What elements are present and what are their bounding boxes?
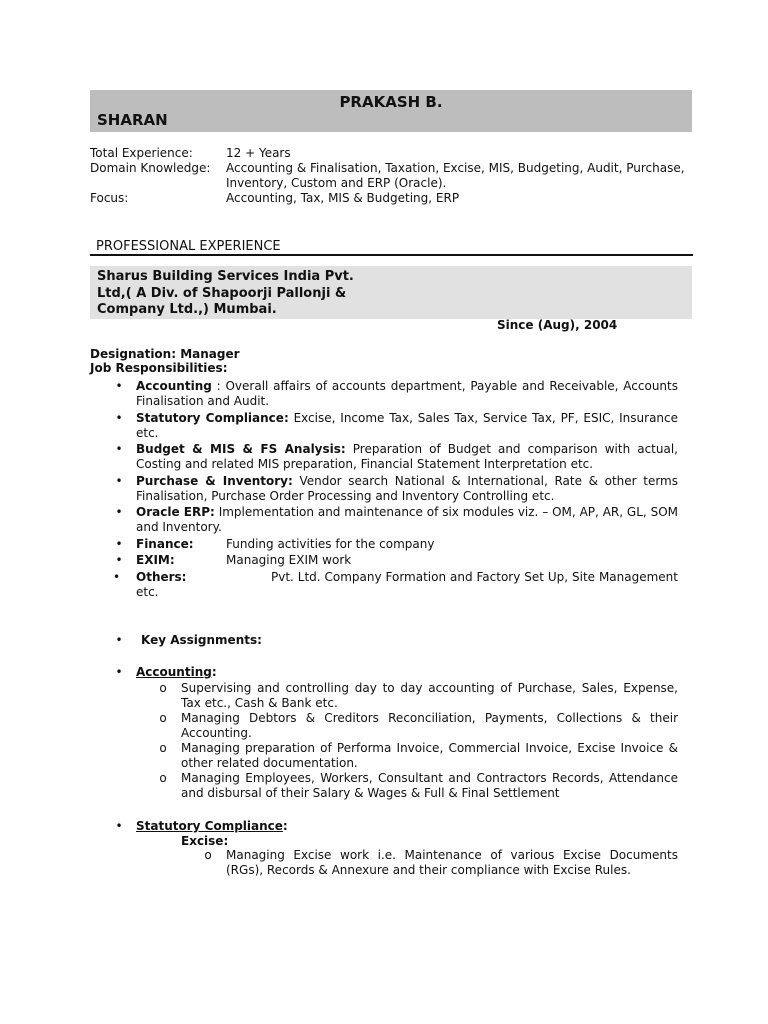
circle-bullet-icon: o (159, 741, 167, 755)
responsibilities-list (113, 379, 678, 601)
key-assignments-label: Key Assignments: (141, 633, 262, 647)
profile-summary (90, 146, 690, 206)
job-responsibilities-label: Job Responsibilities: (90, 361, 228, 375)
list-item (113, 553, 678, 568)
item-text: Implementation and maintenance of six modules viz. – OM, AP, AR, GL, SOM and Inventory. (136, 505, 678, 534)
bullet-icon: • (115, 473, 123, 488)
circle-bullet-icon: o (159, 711, 167, 725)
item-text: Supervising and controlling day to day accounting of Purchase, Sales, Expense, Tax etc., Cash & Bank etc. (181, 681, 678, 710)
section-divider (90, 254, 693, 256)
item-text: Vendor search National & International, Rate & other terms Finalisation, Purchase Order Processing and Inventory Controlling etc. (136, 473, 678, 503)
bullet-icon: • (115, 379, 123, 393)
list-item (158, 771, 678, 801)
bullet-icon: • (115, 819, 123, 833)
item-title: EXIM: (136, 553, 175, 567)
summary-value: Accounting, Tax, MIS & Budgeting, ERP (226, 191, 460, 205)
list-item (158, 681, 678, 711)
item-text: Managing EXIM work (226, 553, 352, 567)
bullet-icon: • (115, 553, 123, 567)
excise-list (203, 848, 678, 878)
accounting-heading: Accounting: (136, 665, 217, 679)
list-item (203, 848, 678, 878)
item-title: Budget & MIS & FS Analysis: (136, 442, 346, 456)
summary-value: 12 + Years (226, 146, 291, 160)
item-text: Funding activities for the company (226, 536, 435, 551)
circle-bullet-icon: o (204, 848, 212, 862)
bullet-icon: • (115, 665, 123, 679)
list-item (113, 379, 678, 409)
item-text: Preparation of Budget and comparison with actual, Costing and related MIS preparation, Financial Statement Interpretation etc. (136, 442, 678, 471)
circle-bullet-icon: o (159, 771, 167, 785)
item-text: Pvt. Ltd. Company Formation and Factory Set Up, Site Management etc. (136, 569, 678, 599)
list-item (113, 537, 678, 552)
list-item (113, 570, 678, 600)
item-text: : Overall affairs of accounts department, Payable and Receivable, Accounts Finalisation and Audit. (136, 379, 678, 408)
employment-since: Since (Aug), 2004 (497, 318, 618, 332)
summary-row (90, 161, 690, 191)
list-item (113, 411, 678, 441)
item-title: Oracle ERP: (136, 505, 215, 519)
item-title: Accounting (136, 379, 212, 393)
section-title: PROFESSIONAL EXPERIENCE (96, 239, 281, 254)
item-title: Finance: (136, 536, 194, 551)
item-title: Purchase & Inventory: (136, 473, 293, 488)
summary-label: Domain Knowledge: (90, 161, 211, 175)
bullet-icon: • (115, 536, 123, 551)
candidate-name-line1: PRAKASH B. (339, 93, 443, 111)
item-title: Others: (136, 569, 187, 584)
bullet-icon: • (115, 442, 123, 456)
candidate-name-line2: SHARAN (97, 111, 168, 129)
summary-label: Total Experience: (90, 146, 193, 160)
list-item (113, 505, 678, 535)
circle-bullet-icon: o (159, 681, 167, 695)
bullet-icon: • (115, 410, 123, 425)
item-text: Managing Employees, Workers, Consultant and Contractors Records, Attendance and disbursal of their Salary & Wages & Full & Final Settlement (181, 771, 678, 800)
excise-heading: Excise: (181, 834, 229, 848)
list-item (158, 711, 678, 741)
accounting-list (158, 681, 678, 801)
name-banner (90, 90, 692, 132)
item-text: Managing Debtors & Creditors Reconciliation, Payments, Collections & their Accounting. (181, 711, 678, 740)
item-text: Managing preparation of Performa Invoice, Commercial Invoice, Excise Invoice & other related documentation. (181, 741, 678, 770)
list-item (113, 474, 678, 504)
summary-row (90, 146, 690, 161)
item-title: Statutory Compliance: (136, 410, 289, 425)
bullet-icon: • (115, 505, 123, 519)
bullet-icon: • (113, 569, 121, 584)
item-text: Managing Excise work i.e. Maintenance of various Excise Documents (RGs), Records & Annexure and their compliance with Excise Rules. (226, 848, 678, 877)
item-text: Excise, Income Tax, Sales Tax, Service Tax, PF, ESIC, Insurance etc. (136, 410, 679, 440)
statutory-heading: Statutory Compliance: (136, 819, 288, 833)
designation: Designation: Manager (90, 347, 240, 361)
summary-value: Accounting & Finalisation, Taxation, Excise, MIS, Budgeting, Audit, Purchase, Inventory, Custom and ERP (Oracle). (226, 161, 685, 190)
summary-label: Focus: (90, 191, 129, 205)
list-item (158, 741, 678, 771)
list-item (113, 442, 678, 472)
company-banner (90, 266, 692, 319)
company-name: Sharus Building Services India Pvt. Ltd,( A Div. of Shapoorji Pallonji & Company Ltd.,) Mumbai. (97, 269, 354, 317)
summary-row (90, 191, 690, 206)
bullet-icon: • (115, 633, 123, 647)
